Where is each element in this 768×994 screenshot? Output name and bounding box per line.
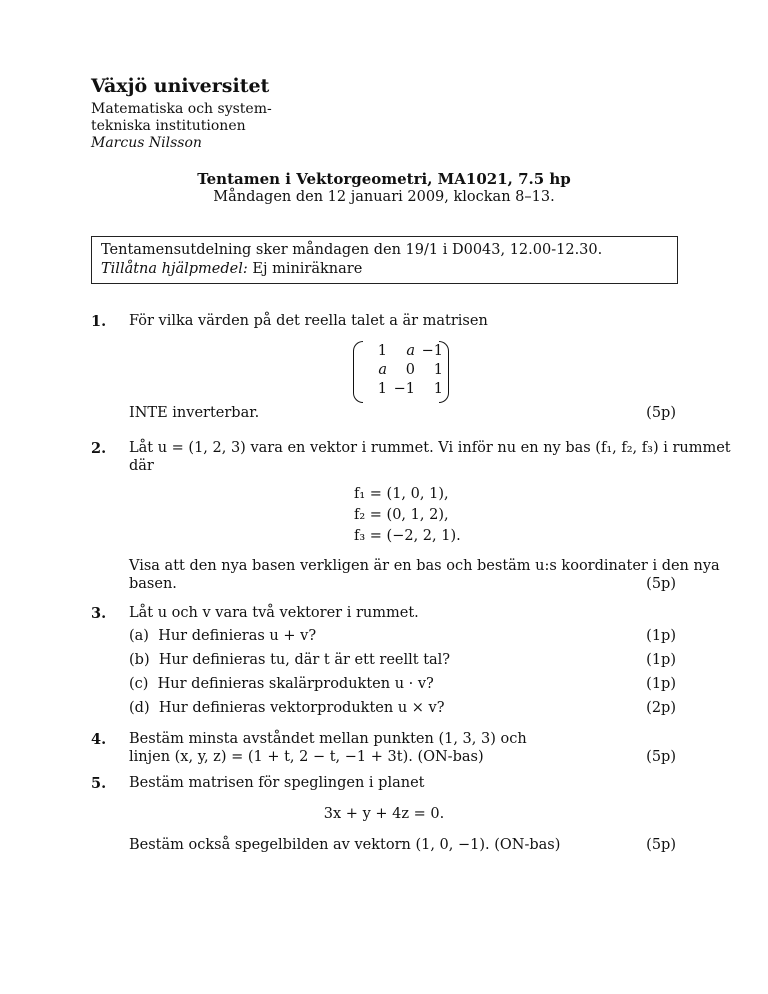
matrix-cell-r1-c2: a (406, 343, 415, 359)
problem-3-text: Låt u och v vara två vektorer i rummet. (129, 605, 419, 621)
problem-1-points: (5p) (646, 405, 676, 421)
matrix-cell-r2-c3: 1 (433, 362, 443, 378)
subq-text: Hur definieras vektorprodukten u × v? (158, 700, 445, 716)
subq-label: (c) (129, 676, 149, 692)
basis-vector-f2: f₂ = (0, 1, 2), (354, 507, 449, 523)
problem-3a (129, 628, 316, 644)
problem-3b-points: (1p) (646, 652, 676, 668)
problem-4-number: 4. (91, 731, 107, 748)
problem-3c (129, 676, 434, 692)
problem-3d (129, 700, 445, 716)
problem-1-after: INTE inverterbar. (129, 405, 260, 421)
problem-2-points: (5p) (646, 576, 676, 592)
problem-5-text: Bestäm matrisen för speglingen i planet (129, 775, 425, 791)
problem-3a-points: (1p) (646, 628, 676, 644)
subq-text: Hur definieras u + v? (158, 628, 317, 644)
plane-equation: 3x + y + 4z = 0. (323, 806, 445, 822)
problem-5-points: (5p) (646, 837, 676, 853)
university-name: Växjö universitet (91, 75, 270, 97)
info-box (91, 236, 678, 284)
matrix-cell-r3-c2: −1 (393, 381, 415, 397)
info-aids (101, 261, 362, 277)
matrix-cell-r2-c1: a (378, 362, 387, 378)
problem-4-line-2: linjen (x, y, z) = (1 + t, 2 − t, −1 + 3t). (ON-bas) (129, 749, 484, 765)
problem-2-number: 2. (91, 440, 107, 457)
problem-5-after: Bestäm också spegelbilden av vektorn (1, 0, −1). (ON-bas) (129, 837, 561, 853)
problem-5-number: 5. (91, 775, 107, 792)
problem-1-matrix (353, 343, 449, 401)
matrix-cell-r3-c1: 1 (377, 381, 387, 397)
exam-date: Måndagen den 12 januari 2009, klockan 8–13. (213, 189, 555, 205)
problem-4-points: (5p) (646, 749, 676, 765)
department-line-2: tekniska institutionen (91, 118, 246, 134)
subq-text: Hur definieras tu, där t är ett reellt tal? (158, 652, 451, 668)
aids-label: Tillåtna hjälpmedel: (101, 261, 248, 277)
basis-vector-f3: f₃ = (−2, 2, 1). (354, 528, 461, 544)
problem-2-after-2: basen. (129, 576, 177, 592)
matrix-cell-r3-c3: 1 (433, 381, 443, 397)
aids-value: Ej miniräknare (247, 261, 363, 277)
subq-label: (d) (129, 700, 150, 716)
matrix-cell-r2-c2: 0 (405, 362, 415, 378)
problem-3b (129, 652, 450, 668)
info-distribution: Tentamensutdelning sker måndagen den 19/1 i D0043, 12.00-12.30. (101, 242, 603, 258)
problem-2-line-2: där (129, 458, 154, 474)
subq-label: (b) (129, 652, 150, 668)
problem-3-number: 3. (91, 605, 107, 622)
problem-2-after-1: Visa att den nya basen verkligen är en bas och bestäm u:s koordinater i den nya (129, 558, 720, 574)
problem-3d-points: (2p) (646, 700, 676, 716)
problem-2-line-1: Låt u = (1, 2, 3) vara en vektor i rummet. Vi inför nu en ny bas (f₁, f₂, f₃) i rummet (129, 440, 731, 456)
problem-3c-points: (1p) (646, 676, 676, 692)
department-line-1: Matematiska och system- (91, 101, 272, 117)
exam-title: Tentamen i Vektorgeometri, MA1021, 7.5 hp (197, 170, 571, 188)
basis-vector-f1: f₁ = (1, 0, 1), (354, 486, 449, 502)
subq-label: (a) (129, 628, 149, 644)
matrix-cell-r1-c1: 1 (377, 343, 387, 359)
author-name: Marcus Nilsson (91, 135, 202, 151)
subq-text: Hur definieras skalärprodukten u · v? (157, 676, 434, 692)
problem-1-text: För vilka värden på det reella talet a är matrisen (129, 313, 488, 329)
matrix-cell-r1-c3: −1 (421, 343, 443, 359)
problem-4-line-1: Bestäm minsta avståndet mellan punkten (1, 3, 3) och (129, 731, 527, 747)
problem-1-number: 1. (91, 313, 107, 330)
